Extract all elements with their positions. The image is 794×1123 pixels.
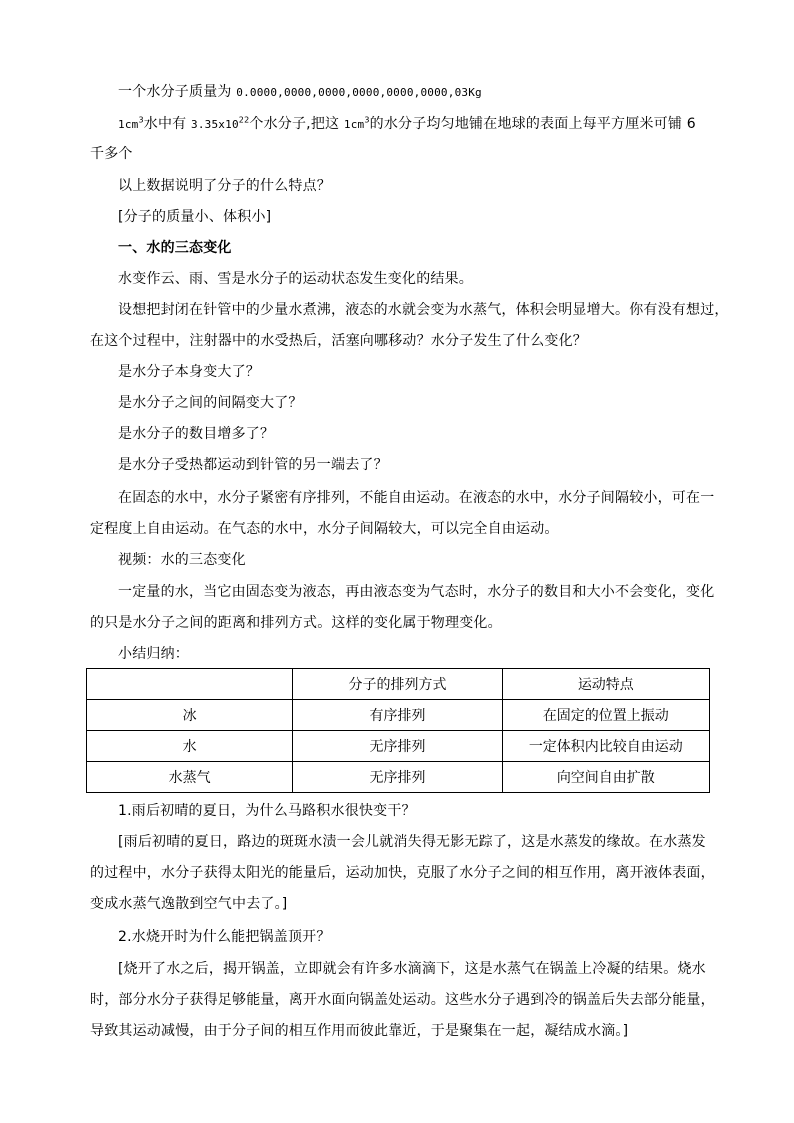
table-header-cell: 运动特点 — [502, 669, 709, 700]
unit-cm: 1cm — [343, 118, 365, 131]
summary-label: 小结归纳： — [118, 646, 189, 662]
exercise-1-question: 1.雨后初晴的夏日，为什么马路积水很快变干？ — [118, 803, 416, 819]
paragraph-clouds: 水变作云、雨、雪是水分子的运动状态发生变化的结果。 — [118, 271, 473, 287]
paragraph-states-line-2: 定程度上自由运动。在气态的水中，水分子间隔较大，可以完全自由运动。 — [90, 521, 559, 537]
table-cell: 向空间自由扩散 — [502, 762, 709, 793]
table-row — [87, 762, 710, 793]
exercise-2-answer-line-3: 导致其运动减慢，由于分子间的相互作用而彼此靠近，于是聚集在一起，凝结成水滴。] — [90, 1023, 629, 1039]
unit-cm: 1cm — [118, 118, 139, 131]
table-header-cell: 分子的排列方式 — [293, 669, 502, 700]
paragraph-physical-line-2: 的只是水分子之间的距离和排列方式。这样的变化属于物理变化。 — [90, 615, 502, 631]
paragraph-heat-line-1: 设想把封闭在针管中的少量水煮沸，液态的水就会变为水蒸气，体积会明显增大。你有没有想过， — [118, 302, 729, 318]
table-row — [87, 731, 710, 762]
exercise-2-question: 2.水烧开时为什么能把锅盖顶开？ — [118, 929, 331, 945]
summary-table — [86, 668, 710, 793]
table-cell: 无序排列 — [293, 762, 502, 793]
mass-label: 一个水分子质量为 — [118, 84, 237, 100]
question-item: 是水分子的数目增多了？ — [118, 426, 275, 442]
table-cell: 有序排列 — [293, 700, 502, 731]
answer-features: [分子的质量小、体积小] — [118, 209, 272, 225]
exercise-2-answer-line-2: 时，部分水分子获得足够能量，离开水面向锅盖处运动。这些水分子遇到冷的锅盖后失去部分能量， — [90, 992, 715, 1008]
paragraph-states-line-1: 在固态的水中，水分子紧密有序排列，不能自由运动。在液态的水中，水分子间隔较小，可在一 — [118, 490, 715, 506]
table-cell: 无序排列 — [293, 731, 502, 762]
section-heading: 一、水的三态变化 — [118, 240, 232, 256]
unit-exponent: 3 — [364, 115, 370, 125]
count-number: 3.35x10 — [191, 118, 239, 131]
count-text: 的水分子均匀地铺在地球的表面上每平方厘米可铺 6 — [369, 116, 696, 132]
question-item: 是水分子之间的间隔变大了？ — [118, 395, 303, 411]
table-cell: 冰 — [87, 700, 293, 731]
table-cell: 水蒸气 — [87, 762, 293, 793]
count-exponent: 22 — [238, 115, 250, 125]
exercise-1-answer-line-1: [雨后初晴的夏日，路边的斑斑水渍一会儿就消失得无影无踪了，这是水蒸发的缘故。在水蒸发 — [118, 834, 706, 850]
table-header-row — [87, 669, 710, 700]
exercise-1-answer-line-3: 变成水蒸气逸散到空气中去了。] — [90, 896, 288, 912]
paragraph-heat-line-2: 在这个过程中，注射器中的水受热后，活塞向哪移动？水分子发生了什么变化？ — [90, 333, 587, 349]
mass-value: 0.0000,0000,0000,0000,0000,0000,03Kg — [236, 86, 482, 99]
table-header-cell — [87, 669, 293, 700]
question-item: 是水分子受热都运动到针管的另一端去了？ — [118, 457, 388, 473]
paragraph-physical-line-1: 一定量的水，当它由固态变为液态，再由液态变为气态时，水分子的数目和大小不会变化，变化 — [118, 584, 715, 600]
question-features: 以上数据说明了分子的什么特点？ — [118, 178, 331, 194]
molecule-count-line — [118, 115, 696, 134]
table-cell: 一定体积内比较自由运动 — [502, 731, 709, 762]
video-title: 视频：水的三态变化 — [118, 552, 246, 568]
mass-line — [118, 83, 482, 102]
molecule-count-line-2: 千多个 — [90, 146, 133, 162]
table-cell: 在固定的位置上振动 — [502, 700, 709, 731]
table-row — [87, 700, 710, 731]
unit-exponent: 3 — [138, 115, 144, 125]
table-cell: 水 — [87, 731, 293, 762]
count-text: 个水分子,把这 — [249, 116, 344, 132]
count-text: 水中有 — [143, 116, 192, 132]
exercise-2-answer-line-1: [烧开了水之后，揭开锅盖，立即就会有许多水滴滴下，这是水蒸气在锅盖上冷凝的结果。烧水 — [118, 961, 706, 977]
exercise-1-answer-line-2: 的过程中，水分子获得太阳光的能量后，运动加快，克服了水分子之间的相互作用，离开液体表面， — [90, 865, 715, 881]
question-item: 是水分子本身变大了？ — [118, 364, 260, 380]
